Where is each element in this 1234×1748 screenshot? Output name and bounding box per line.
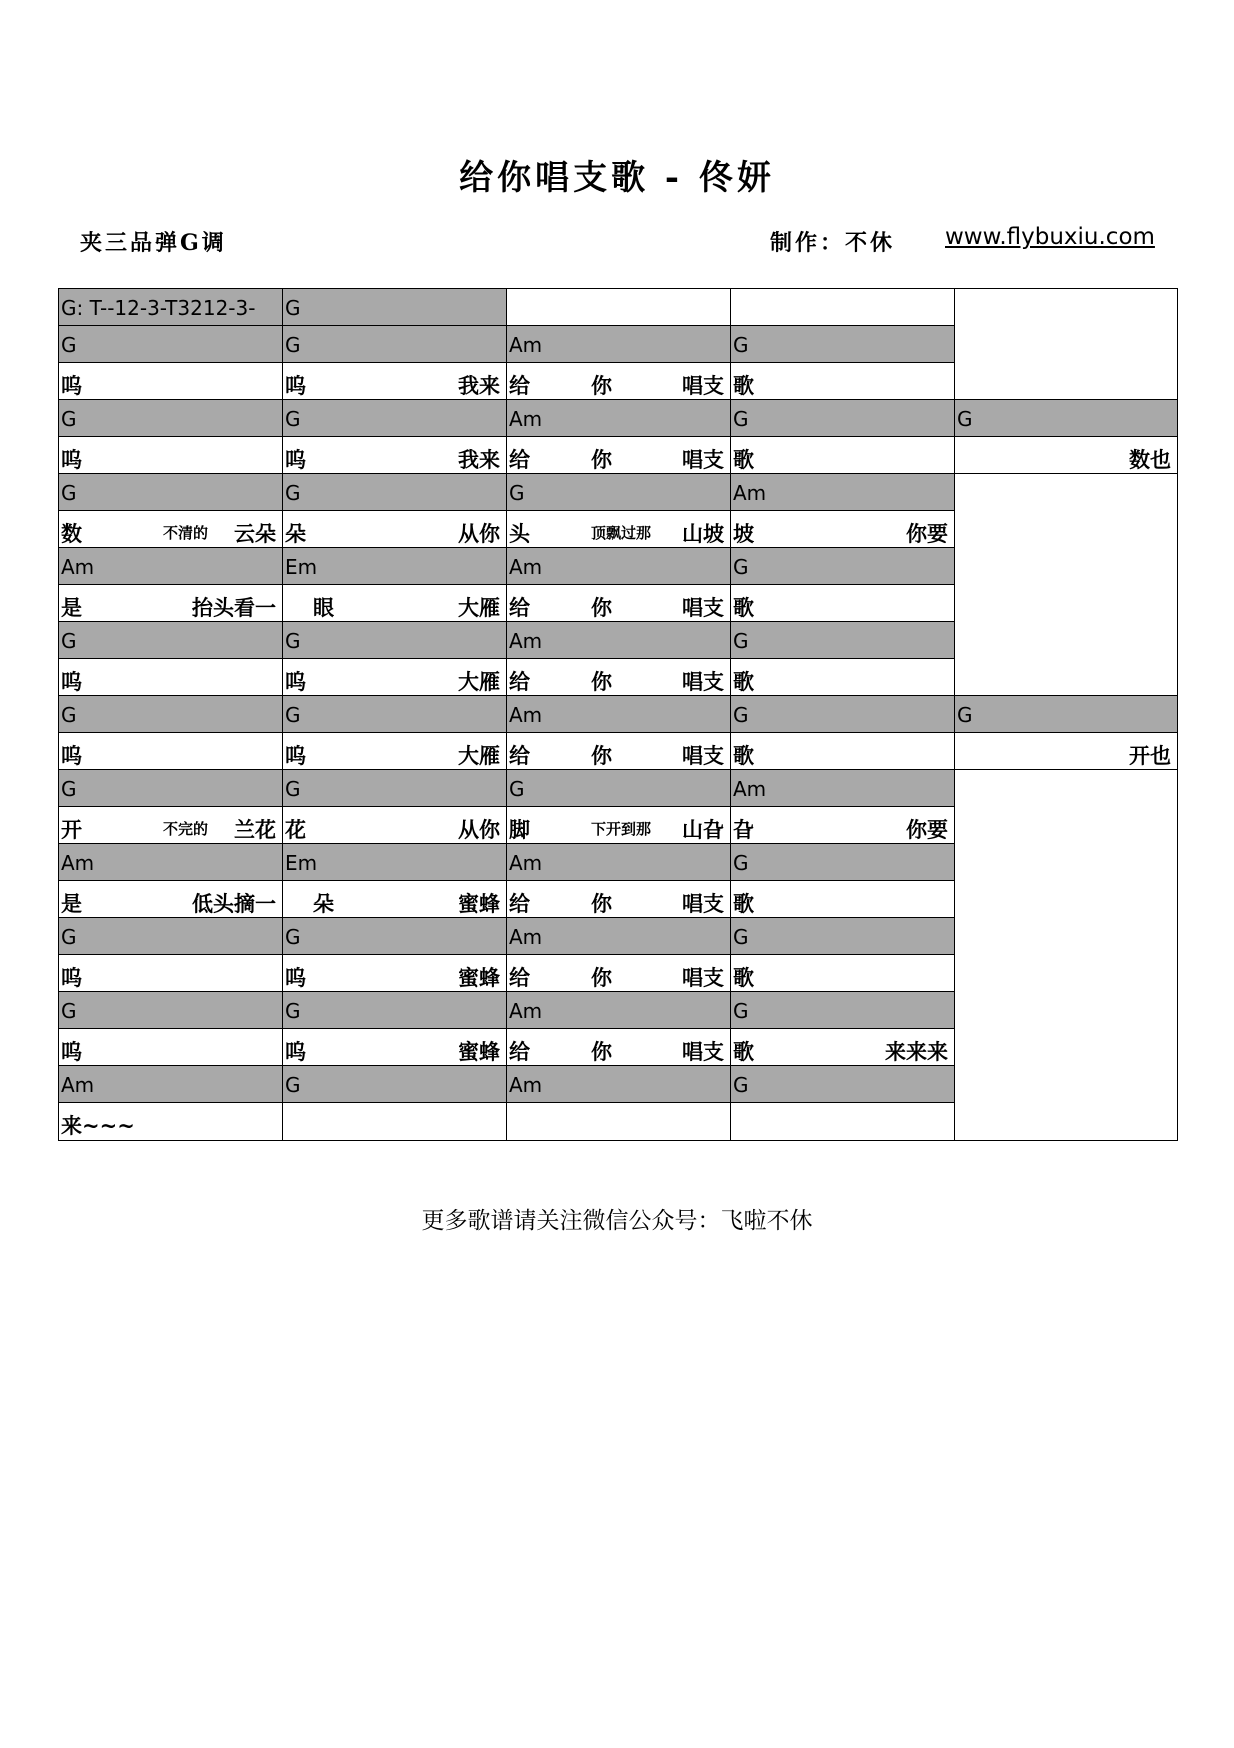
chord-cell [283, 400, 507, 437]
chord-label: Am [509, 629, 543, 653]
lyric-text: 低头摘一 [192, 891, 276, 916]
lyric-text: 顶飘过那 [591, 524, 652, 542]
lyric-text: 眼 [313, 595, 334, 620]
lyric-text: 给 [509, 743, 530, 768]
lyric-text: 你 [591, 595, 612, 620]
lyric-text: 旮 [733, 817, 754, 842]
chord-cell [507, 918, 731, 955]
chord-label: G [285, 925, 301, 949]
chord-cell [955, 770, 1177, 807]
lyric-text: 你 [591, 743, 612, 768]
chord-label: G [733, 1073, 749, 1097]
chord-row [59, 622, 1177, 659]
chord-cell [955, 992, 1177, 1029]
lyric-text: 山坡 [682, 521, 724, 546]
lyric-text: 唱支 [682, 743, 724, 768]
lyric-row [59, 363, 1177, 400]
lyric-cell [731, 363, 955, 400]
chord-cell [955, 844, 1177, 881]
lyric-cell [507, 585, 731, 622]
lyric-cell [955, 363, 1177, 400]
lyric-cell [59, 881, 283, 918]
lyric-cell [59, 807, 283, 844]
lyric-cell [507, 881, 731, 918]
chord-label: G [733, 629, 749, 653]
lyric-text: 抬头看一 [192, 595, 276, 620]
lyric-row [59, 437, 1177, 474]
lyric-text: 呜 [285, 743, 306, 768]
lyric-text: 歌 [733, 669, 754, 694]
chord-cell [59, 326, 283, 363]
lyric-text: 脚 [509, 817, 530, 842]
lyric-cell [283, 437, 507, 474]
lyric-text: 给 [509, 447, 530, 472]
lyric-cell [955, 511, 1177, 548]
chord-row [59, 474, 1177, 511]
lyric-cell [731, 1103, 955, 1140]
chord-label: G [733, 851, 749, 875]
lyric-cell [283, 807, 507, 844]
chord-cell [507, 400, 731, 437]
chord-row [59, 400, 1177, 437]
lyric-cell [731, 881, 955, 918]
lyric-text: 歌 [733, 1039, 754, 1064]
chord-cell [731, 474, 955, 511]
chord-label: G: T--12-3-T3212-3- [61, 296, 256, 320]
chord-cell [731, 1066, 955, 1103]
lyric-text: 蜜蜂 [458, 965, 500, 990]
lyric-cell [283, 1029, 507, 1066]
lyric-cell [507, 363, 731, 400]
capo-note: 夹三品弹G调 [80, 230, 227, 256]
chord-cell [507, 696, 731, 733]
lyric-text: 给 [509, 891, 530, 916]
chord-cell [955, 696, 1177, 733]
chord-cell [955, 326, 1177, 363]
chord-label: G [285, 407, 301, 431]
chord-row [59, 326, 1177, 363]
lyric-text: 我来 [458, 447, 500, 472]
chord-cell [507, 622, 731, 659]
lyric-text: 蜜蜂 [458, 1039, 500, 1064]
lyric-text: 歌 [733, 595, 754, 620]
lyric-cell [59, 363, 283, 400]
chord-cell [955, 622, 1177, 659]
lyric-text: 呜 [61, 373, 82, 398]
lyric-cell [283, 585, 507, 622]
lyric-text: 开也 [1129, 743, 1171, 768]
lyric-text: 唱支 [682, 595, 724, 620]
lyric-cell [59, 659, 283, 696]
chord-cell [283, 992, 507, 1029]
chord-cell [731, 992, 955, 1029]
chord-cell [507, 1066, 731, 1103]
lyric-row [59, 733, 1177, 770]
lyric-text: 歌 [733, 965, 754, 990]
chord-label: Em [285, 851, 318, 875]
lyric-cell [507, 659, 731, 696]
lyric-text: 山旮 [682, 817, 724, 842]
lyric-text: 给 [509, 595, 530, 620]
lyric-text: 你 [591, 447, 612, 472]
lyric-row [59, 807, 1177, 844]
chord-cell [59, 844, 283, 881]
chord-label: G [285, 481, 301, 505]
chord-label: G [61, 629, 77, 653]
chord-cell [955, 474, 1177, 511]
lyric-text: 呜 [61, 669, 82, 694]
lyric-text: 兰花 [234, 817, 276, 842]
chord-cell [59, 770, 283, 807]
lyric-text: 数也 [1129, 447, 1171, 472]
credit-text: 制作：不休 [770, 230, 896, 256]
chord-label: Am [509, 703, 543, 727]
lyric-text: 坡 [733, 521, 754, 546]
lyric-cell [507, 733, 731, 770]
lyric-text: 给 [509, 373, 530, 398]
chord-label: G [61, 925, 77, 949]
chord-label: G [509, 777, 525, 801]
chord-label: G [61, 407, 77, 431]
footer-note: 更多歌谱请关注微信公众号：飞啦不休 [421, 1208, 813, 1234]
lyric-cell [59, 1029, 283, 1066]
lyric-text: 唱支 [682, 965, 724, 990]
lyric-text: 唱支 [682, 1039, 724, 1064]
chord-cell [59, 918, 283, 955]
chord-label: Am [509, 333, 543, 357]
lyric-cell [59, 511, 283, 548]
chord-label: G [285, 703, 301, 727]
lyric-text: 呜 [61, 1039, 82, 1064]
lyric-text: 呜 [61, 743, 82, 768]
song-title: 给你唱支歌 - 佟妍 [459, 158, 775, 198]
chord-label: G [733, 333, 749, 357]
lyric-text: 大雁 [458, 743, 500, 768]
lyric-text: 不清的 [163, 524, 209, 542]
lyric-cell [507, 955, 731, 992]
chord-cell [283, 326, 507, 363]
chord-cell [955, 548, 1177, 585]
chord-cell [731, 326, 955, 363]
lyric-text: 给 [509, 1039, 530, 1064]
lyric-cell [59, 955, 283, 992]
chord-sheet-table [58, 288, 1178, 1141]
lyric-text: 呜 [61, 447, 82, 472]
lyric-text: 朵 [313, 891, 334, 916]
chord-label: G [285, 629, 301, 653]
lyric-text: 我来 [458, 373, 500, 398]
lyric-text: 下开到那 [591, 820, 652, 838]
lyric-cell [731, 585, 955, 622]
lyric-cell [955, 659, 1177, 696]
lyric-text: 唱支 [682, 447, 724, 472]
lyric-text: 来来来 [885, 1039, 948, 1064]
lyric-cell [507, 1103, 731, 1140]
lyric-cell [731, 659, 955, 696]
lyric-row [59, 1029, 1177, 1066]
chord-cell [731, 622, 955, 659]
chord-cell [507, 770, 731, 807]
chord-label: G [61, 703, 77, 727]
chord-row [59, 1066, 1177, 1103]
lyric-row [59, 511, 1177, 548]
chord-label: G [61, 333, 77, 357]
chord-label: G [61, 481, 77, 505]
chord-label: G [957, 703, 973, 727]
chord-cell [283, 548, 507, 585]
lyric-cell [955, 955, 1177, 992]
lyric-cell [731, 511, 955, 548]
lyric-row [59, 659, 1177, 696]
chord-cell [955, 400, 1177, 437]
lyric-text: 给 [509, 669, 530, 694]
chord-label: G [285, 333, 301, 357]
chord-label: Am [61, 555, 95, 579]
lyric-cell [731, 1029, 955, 1066]
lyric-row [59, 585, 1177, 622]
lyric-text: 你 [591, 891, 612, 916]
chord-label: G [61, 777, 77, 801]
chord-label: G [733, 555, 749, 579]
chord-label: Am [61, 851, 95, 875]
chord-cell [731, 770, 955, 807]
lyric-text: 花 [285, 817, 306, 842]
chord-label: Am [509, 999, 543, 1023]
lyric-cell [283, 659, 507, 696]
lyric-text: 你 [591, 965, 612, 990]
lyric-text: 呜 [285, 373, 306, 398]
chord-label: G [61, 999, 77, 1023]
lyric-text: 你 [591, 1039, 612, 1064]
lyric-text: 你 [591, 373, 612, 398]
lyric-text: 是 [61, 891, 82, 916]
lyric-cell [955, 807, 1177, 844]
lyric-text: 呜 [285, 669, 306, 694]
lyric-cell [283, 363, 507, 400]
website-link[interactable]: www.flybuxiu.com [945, 224, 1155, 250]
chord-label: G [285, 999, 301, 1023]
chord-cell [507, 992, 731, 1029]
lyric-cell [507, 807, 731, 844]
lyric-cell [507, 437, 731, 474]
chord-cell [731, 844, 955, 881]
lyric-text: 唱支 [682, 373, 724, 398]
chord-cell [507, 326, 731, 363]
lyric-cell [283, 881, 507, 918]
chord-row [59, 289, 1177, 326]
lyric-text: 数 [61, 521, 82, 546]
lyric-cell [507, 511, 731, 548]
chord-cell [283, 844, 507, 881]
lyric-text: 朵 [285, 521, 306, 546]
lyric-text: 歌 [733, 743, 754, 768]
lyric-text: 给 [509, 965, 530, 990]
lyric-text: 大雁 [458, 595, 500, 620]
chord-cell [59, 992, 283, 1029]
chord-cell [283, 918, 507, 955]
chord-label: G [509, 481, 525, 505]
chord-cell [283, 1066, 507, 1103]
lyric-text: 呜 [285, 965, 306, 990]
lyric-text: 呜 [285, 1039, 306, 1064]
chord-row [59, 844, 1177, 881]
chord-row [59, 548, 1177, 585]
lyric-text: 呜 [285, 447, 306, 472]
chord-cell [59, 622, 283, 659]
chord-row [59, 696, 1177, 733]
chord-label: G [733, 703, 749, 727]
chord-row [59, 992, 1177, 1029]
lyric-cell [59, 1103, 283, 1140]
chord-cell [731, 918, 955, 955]
chord-label: Am [61, 1073, 95, 1097]
lyric-text: 呜 [61, 965, 82, 990]
lyric-cell [955, 585, 1177, 622]
lyric-cell [955, 881, 1177, 918]
lyric-cell [955, 733, 1177, 770]
lyric-row [59, 1103, 1177, 1140]
chord-label: G [285, 777, 301, 801]
chord-label: Em [285, 555, 318, 579]
lyric-text: 不完的 [163, 820, 209, 838]
lyric-text: 是 [61, 595, 82, 620]
chord-label: G [733, 407, 749, 431]
chord-cell [283, 622, 507, 659]
lyric-row [59, 881, 1177, 918]
chord-cell [507, 548, 731, 585]
lyric-cell [955, 1029, 1177, 1066]
lyric-text: 大雁 [458, 669, 500, 694]
chord-cell [283, 474, 507, 511]
lyric-cell [731, 437, 955, 474]
lyric-cell [731, 955, 955, 992]
chord-row [59, 770, 1177, 807]
chord-cell [507, 844, 731, 881]
lyric-cell [283, 1103, 507, 1140]
chord-label: G [285, 296, 301, 320]
lyric-cell [507, 1029, 731, 1066]
lyric-cell [731, 733, 955, 770]
chord-label: Am [509, 851, 543, 875]
chord-row [59, 918, 1177, 955]
chord-cell [59, 474, 283, 511]
lyric-cell [955, 437, 1177, 474]
chord-label: G [957, 407, 973, 431]
chord-label: Am [733, 481, 767, 505]
lyric-text: 你 [591, 669, 612, 694]
chord-cell [731, 548, 955, 585]
lyric-cell [283, 733, 507, 770]
chord-label: Am [509, 555, 543, 579]
lyric-cell [955, 1103, 1177, 1140]
chord-cell [731, 400, 955, 437]
chord-cell [283, 770, 507, 807]
chord-label: G [733, 999, 749, 1023]
chord-cell [59, 696, 283, 733]
lyric-text: 唱支 [682, 891, 724, 916]
lyric-cell [59, 733, 283, 770]
lyric-text: 从你 [458, 817, 500, 842]
chord-label: Am [509, 925, 543, 949]
chord-cell [955, 289, 1177, 326]
lyric-cell [283, 511, 507, 548]
lyric-text: 歌 [733, 447, 754, 472]
lyric-text: 蜜蜂 [458, 891, 500, 916]
lyric-row [59, 955, 1177, 992]
lyric-text: 唱支 [682, 669, 724, 694]
chord-label: Am [509, 407, 543, 431]
chord-cell [59, 1066, 283, 1103]
lyric-cell [283, 955, 507, 992]
chord-label: Am [509, 1073, 543, 1097]
chord-cell [59, 289, 283, 326]
chord-cell [283, 289, 507, 326]
lyric-text: 歌 [733, 373, 754, 398]
chord-cell [59, 400, 283, 437]
lyric-text: 云朵 [234, 521, 276, 546]
chord-label: Am [733, 777, 767, 801]
lyric-text: 你要 [906, 521, 948, 546]
lyric-cell [59, 437, 283, 474]
lyric-cell [731, 807, 955, 844]
chord-cell [59, 548, 283, 585]
chord-cell [507, 289, 731, 326]
lyric-text: 从你 [458, 521, 500, 546]
lyric-text: 歌 [733, 891, 754, 916]
chord-cell [283, 696, 507, 733]
lyric-text: 来~~~ [61, 1113, 135, 1138]
chord-label: G [733, 925, 749, 949]
chord-cell [731, 289, 955, 326]
lyric-text: 你要 [906, 817, 948, 842]
chord-cell [507, 474, 731, 511]
chord-cell [955, 1066, 1177, 1103]
chord-cell [955, 918, 1177, 955]
lyric-text: 头 [509, 521, 530, 546]
lyric-text: 开 [61, 817, 82, 842]
chord-label: G [285, 1073, 301, 1097]
lyric-cell [59, 585, 283, 622]
chord-cell [731, 696, 955, 733]
